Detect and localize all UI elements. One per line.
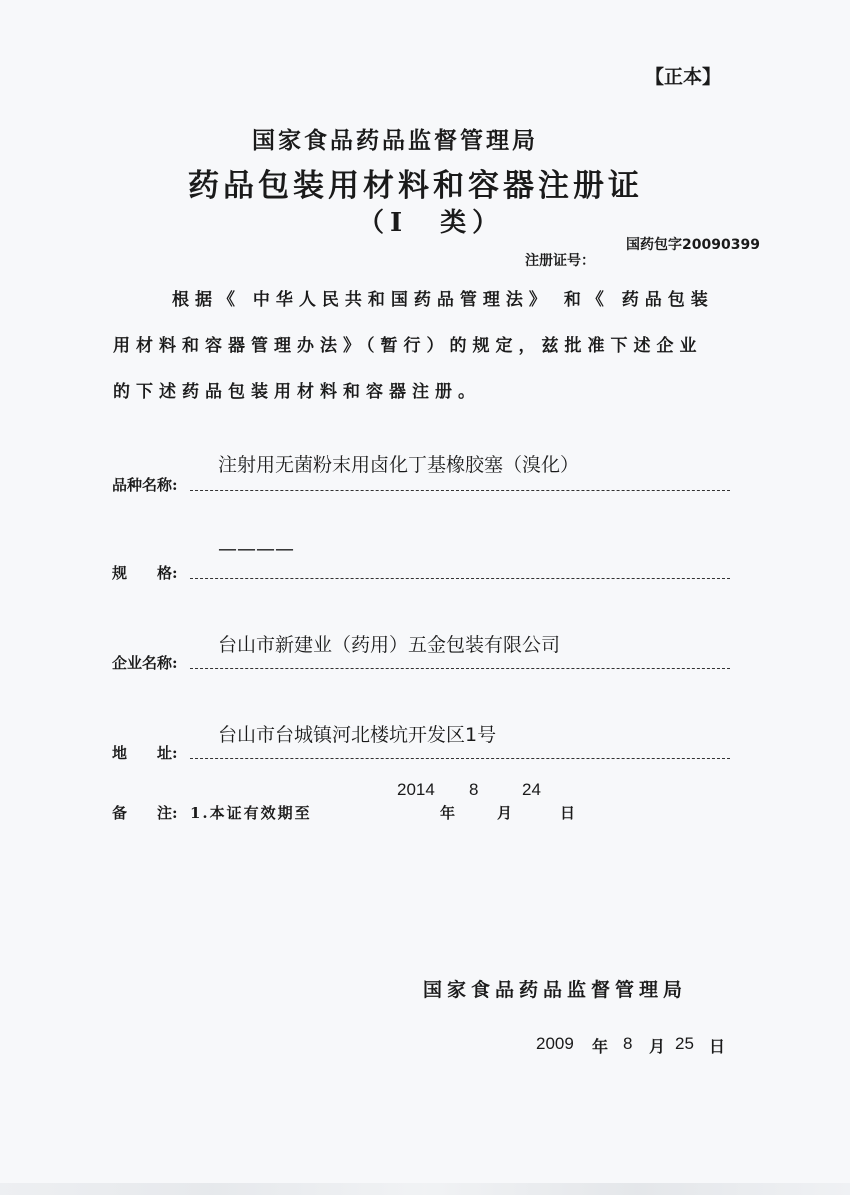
scan-edge-shadow bbox=[0, 1183, 850, 1195]
copy-mark: 【正本】 bbox=[645, 66, 722, 88]
authority-heading: 国家食品药品监督管理局 bbox=[252, 127, 538, 154]
expiry-year-value: 2014 bbox=[397, 780, 435, 799]
product-name-label: 品种名称: bbox=[112, 476, 178, 494]
specification-rule bbox=[190, 578, 730, 579]
specification-value: ———— bbox=[218, 538, 294, 560]
expiry-day-unit: 日 bbox=[560, 804, 578, 822]
certificate-title: 药品包装用材料和容器注册证 bbox=[188, 168, 643, 204]
address-rule bbox=[190, 758, 730, 759]
expiry-day-value: 24 bbox=[522, 780, 541, 799]
product-name-value: 注射用无菌粉末用卤化丁基橡胶塞（溴化） bbox=[218, 454, 580, 476]
issue-month: 8 bbox=[623, 1034, 633, 1053]
issue-day: 25 bbox=[675, 1034, 694, 1053]
expiry-year-unit: 年 bbox=[440, 804, 458, 822]
address-value: 台山市台城镇河北楼坑开发区1号 bbox=[218, 724, 497, 746]
expiry-month-unit: 月 bbox=[497, 804, 515, 822]
specification-label: 规 格: bbox=[112, 564, 178, 582]
address-label: 地 址: bbox=[112, 744, 178, 762]
issue-month-unit: 月 bbox=[649, 1037, 666, 1056]
company-name-rule bbox=[190, 668, 730, 669]
issuer-name: 国家食品药品监督管理局 bbox=[423, 979, 688, 1001]
certificate-category: （I 类） bbox=[358, 208, 505, 238]
product-name-rule bbox=[190, 490, 730, 491]
registration-label: 注册证号： bbox=[525, 253, 595, 269]
company-name-value: 台山市新建业（药用）五金包装有限公司 bbox=[218, 634, 561, 656]
issue-year-unit: 年 bbox=[592, 1037, 609, 1056]
expiry-month-value: 8 bbox=[469, 780, 479, 799]
remarks-text: 1.本证有效期至 bbox=[190, 804, 312, 822]
remarks-label: 备 注: bbox=[112, 804, 178, 822]
company-name-label: 企业名称: bbox=[112, 654, 178, 672]
intro-line-1: 根据《 中华人民共和国药品管理法》 和《 药品包装 bbox=[172, 290, 714, 310]
issue-day-unit: 日 bbox=[709, 1037, 726, 1056]
issue-year: 2009 bbox=[536, 1034, 574, 1053]
intro-line-3: 的下述药品包装用材料和容器注册。 bbox=[113, 382, 481, 402]
registration-number: 国药包字20090399 bbox=[626, 237, 760, 253]
intro-line-2: 用材料和容器管理办法》（暂行）的规定，兹批准下述企业 bbox=[113, 336, 703, 356]
